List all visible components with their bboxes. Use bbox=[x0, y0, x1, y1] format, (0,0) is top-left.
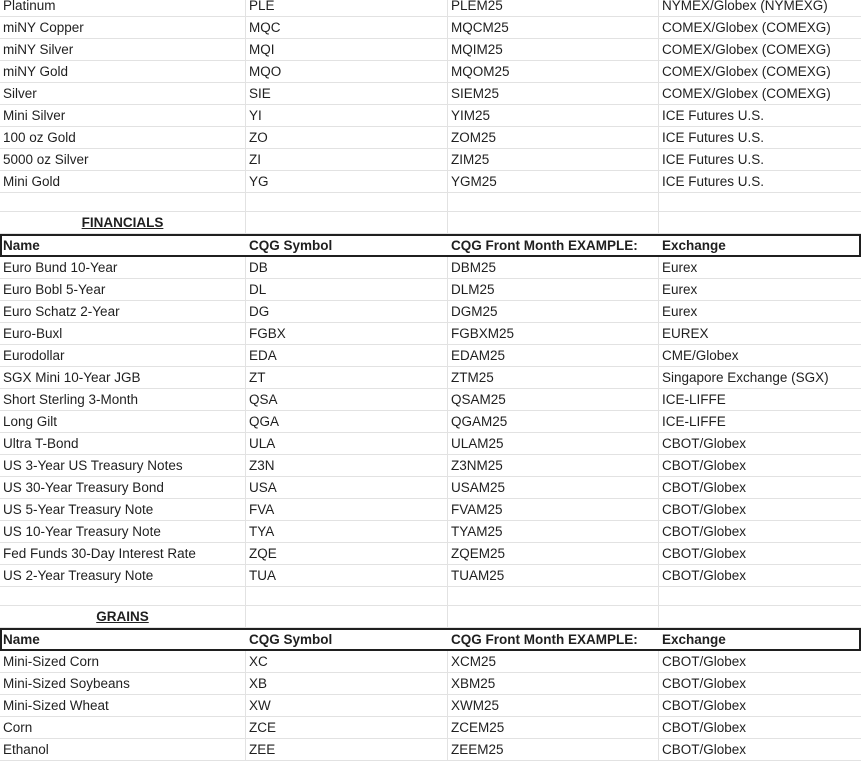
symbol-cell[interactable]: USA bbox=[246, 477, 448, 498]
name-cell[interactable]: Platinum bbox=[0, 0, 246, 16]
table-row[interactable] bbox=[0, 499, 861, 521]
symbol-cell[interactable]: YG bbox=[246, 171, 448, 192]
symbol-cell[interactable]: ZI bbox=[246, 149, 448, 170]
exchange-cell[interactable]: EUREX bbox=[662, 326, 709, 341]
name-cell[interactable]: US 30-Year Treasury Bond bbox=[0, 477, 246, 498]
name-cell[interactable]: Mini-Sized Soybeans bbox=[0, 673, 246, 694]
exchange-cell[interactable]: CBOT/Globex bbox=[662, 480, 747, 495]
header-symbol[interactable]: CQG Symbol bbox=[249, 238, 333, 253]
name-cell[interactable]: Mini-Sized Wheat bbox=[0, 695, 246, 716]
example-cell[interactable]: YIM25 bbox=[448, 105, 659, 126]
symbol-cell[interactable]: EDA bbox=[246, 345, 448, 366]
symbol-cell[interactable]: DG bbox=[246, 301, 448, 322]
table-row[interactable] bbox=[0, 0, 861, 17]
financials-section-row[interactable] bbox=[0, 212, 861, 234]
table-row[interactable] bbox=[0, 433, 861, 455]
table-row[interactable] bbox=[0, 323, 861, 345]
name-cell[interactable]: Euro Bobl 5-Year bbox=[0, 279, 246, 300]
financials-rows bbox=[0, 257, 861, 587]
exchange-cell[interactable]: COMEX/Globex (COMEXG) bbox=[662, 20, 831, 35]
symbol-cell[interactable]: ZO bbox=[246, 127, 448, 148]
grains-section-row[interactable] bbox=[0, 606, 861, 628]
example-cell[interactable]: TYAM25 bbox=[448, 521, 659, 542]
table-row[interactable] bbox=[0, 455, 861, 477]
symbol-cell[interactable]: SIE bbox=[246, 83, 448, 104]
name-cell[interactable]: Ultra T-Bond bbox=[0, 433, 246, 454]
grid-cell[interactable] bbox=[659, 193, 861, 211]
symbol-cell[interactable]: ZEE bbox=[246, 739, 448, 760]
symbol-cell[interactable]: MQO bbox=[246, 61, 448, 82]
header-exchange[interactable]: Exchange bbox=[662, 632, 726, 647]
grains-title-cell[interactable] bbox=[0, 606, 246, 627]
table-row[interactable] bbox=[0, 673, 861, 695]
table-row[interactable] bbox=[0, 17, 861, 39]
exchange-cell[interactable]: COMEX/Globex (COMEXG) bbox=[662, 86, 831, 101]
example-cell[interactable]: Z3NM25 bbox=[448, 455, 659, 476]
exchange-cell[interactable]: CBOT/Globex bbox=[662, 502, 747, 517]
symbol-cell[interactable]: PLE bbox=[246, 0, 448, 16]
name-cell[interactable]: 5000 oz Silver bbox=[0, 149, 246, 170]
name-cell[interactable]: US 3-Year US Treasury Notes bbox=[0, 455, 246, 476]
name-cell[interactable]: Euro Schatz 2-Year bbox=[0, 301, 246, 322]
symbol-cell[interactable]: Z3N bbox=[246, 455, 448, 476]
header-example[interactable]: CQG Front Month EXAMPLE: bbox=[451, 238, 638, 253]
example-cell[interactable]: MQCM25 bbox=[448, 17, 659, 38]
exchange-cell[interactable]: Eurex bbox=[662, 304, 698, 319]
exchange-cell[interactable]: CBOT/Globex bbox=[662, 436, 747, 451]
symbol-cell[interactable]: QSA bbox=[246, 389, 448, 410]
example-cell[interactable]: PLEM25 bbox=[448, 0, 659, 16]
exchange-cell[interactable]: CBOT/Globex bbox=[662, 676, 747, 691]
table-row[interactable] bbox=[0, 301, 861, 323]
name-cell[interactable]: 100 oz Gold bbox=[0, 127, 246, 148]
exchange-cell[interactable]: NYMEX/Globex (NYMEXG) bbox=[662, 0, 828, 13]
grid-cell[interactable] bbox=[448, 193, 659, 211]
exchange-cell[interactable]: ICE-LIFFE bbox=[662, 392, 726, 407]
example-cell[interactable]: SIEM25 bbox=[448, 83, 659, 104]
symbol-cell[interactable]: XC bbox=[246, 651, 448, 672]
example-cell[interactable]: ZOM25 bbox=[448, 127, 659, 148]
symbol-cell[interactable]: QGA bbox=[246, 411, 448, 432]
grid-cell[interactable] bbox=[659, 212, 861, 233]
table-row[interactable] bbox=[0, 171, 861, 193]
example-cell[interactable]: ZCEM25 bbox=[448, 717, 659, 738]
grains-header-row[interactable] bbox=[0, 628, 861, 651]
exchange-cell[interactable]: CBOT/Globex bbox=[662, 568, 747, 583]
financials-title-cell[interactable] bbox=[0, 212, 246, 233]
header-name[interactable]: Name bbox=[3, 238, 40, 253]
grid-cell[interactable] bbox=[659, 587, 861, 605]
header-example[interactable]: CQG Front Month EXAMPLE: bbox=[451, 632, 638, 647]
grid-cell[interactable] bbox=[0, 193, 246, 211]
name-cell[interactable]: Mini Silver bbox=[0, 105, 246, 126]
name-cell[interactable]: Euro Bund 10-Year bbox=[0, 257, 246, 278]
metals-rows bbox=[0, 0, 861, 193]
name-cell[interactable]: US 5-Year Treasury Note bbox=[0, 499, 246, 520]
exchange-cell[interactable]: ICE-LIFFE bbox=[662, 414, 726, 429]
exchange-cell[interactable]: ICE Futures U.S. bbox=[662, 108, 765, 123]
exchange-cell[interactable]: CBOT/Globex bbox=[662, 654, 747, 669]
symbol-cell[interactable]: ZCE bbox=[246, 717, 448, 738]
exchange-cell[interactable]: CBOT/Globex bbox=[662, 546, 747, 561]
example-cell[interactable]: USAM25 bbox=[448, 477, 659, 498]
table-row[interactable] bbox=[0, 477, 861, 499]
grid-cell[interactable] bbox=[448, 212, 659, 233]
example-cell[interactable]: QSAM25 bbox=[448, 389, 659, 410]
exchange-cell[interactable]: CME/Globex bbox=[662, 348, 739, 363]
symbol-cell[interactable]: FGBX bbox=[246, 323, 448, 344]
financials-section-title: FINANCIALS bbox=[81, 215, 164, 230]
exchange-cell[interactable]: COMEX/Globex (COMEXG) bbox=[662, 42, 831, 57]
table-row[interactable] bbox=[0, 367, 861, 389]
table-row[interactable] bbox=[0, 61, 861, 83]
grid-cell[interactable] bbox=[448, 606, 659, 627]
example-cell[interactable]: ZEEM25 bbox=[448, 739, 659, 760]
table-row[interactable] bbox=[0, 345, 861, 367]
table-row[interactable] bbox=[0, 83, 861, 105]
spacer-row[interactable] bbox=[0, 193, 861, 212]
example-cell[interactable]: DGM25 bbox=[448, 301, 659, 322]
symbol-cell[interactable]: TYA bbox=[246, 521, 448, 542]
name-cell[interactable]: Ethanol bbox=[0, 739, 246, 760]
name-cell[interactable]: Euro-Buxl bbox=[0, 323, 246, 344]
exchange-cell[interactable]: CBOT/Globex bbox=[662, 524, 747, 539]
symbol-cell[interactable]: YI bbox=[246, 105, 448, 126]
example-cell[interactable]: MQIM25 bbox=[448, 39, 659, 60]
symbol-cell[interactable]: XB bbox=[246, 673, 448, 694]
example-cell[interactable]: ZIM25 bbox=[448, 149, 659, 170]
exchange-cell[interactable]: COMEX/Globex (COMEXG) bbox=[662, 64, 831, 79]
grid-cell[interactable] bbox=[246, 212, 448, 233]
example-cell[interactable]: XCM25 bbox=[448, 651, 659, 672]
table-row[interactable] bbox=[0, 695, 861, 717]
table-row[interactable] bbox=[0, 389, 861, 411]
table-row[interactable] bbox=[0, 543, 861, 565]
table-row[interactable] bbox=[0, 279, 861, 301]
grid-cell[interactable] bbox=[246, 606, 448, 627]
symbol-cell[interactable]: XW bbox=[246, 695, 448, 716]
symbol-cell[interactable]: FVA bbox=[246, 499, 448, 520]
symbol-cell[interactable]: DL bbox=[246, 279, 448, 300]
symbol-cell[interactable]: ZT bbox=[246, 367, 448, 388]
grid-cell[interactable] bbox=[659, 606, 861, 627]
example-cell[interactable]: EDAM25 bbox=[448, 345, 659, 366]
table-row[interactable] bbox=[0, 127, 861, 149]
table-row[interactable] bbox=[0, 411, 861, 433]
symbol-cell[interactable]: ZQE bbox=[246, 543, 448, 564]
header-name[interactable]: Name bbox=[3, 632, 40, 647]
spacer-row[interactable] bbox=[0, 587, 861, 606]
table-row[interactable] bbox=[0, 651, 861, 673]
name-cell[interactable]: Silver bbox=[0, 83, 246, 104]
example-cell[interactable]: TUAM25 bbox=[448, 565, 659, 586]
example-cell[interactable]: DLM25 bbox=[448, 279, 659, 300]
grid-cell[interactable] bbox=[0, 587, 246, 605]
name-cell[interactable]: miNY Gold bbox=[0, 61, 246, 82]
exchange-cell[interactable]: ICE Futures U.S. bbox=[662, 130, 765, 145]
table-row[interactable] bbox=[0, 257, 861, 279]
name-cell[interactable]: US 10-Year Treasury Note bbox=[0, 521, 246, 542]
name-cell[interactable]: SGX Mini 10-Year JGB bbox=[0, 367, 246, 388]
table-row[interactable] bbox=[0, 105, 861, 127]
grains-section-title: GRAINS bbox=[96, 609, 149, 624]
name-cell[interactable]: Short Sterling 3-Month bbox=[0, 389, 246, 410]
symbol-cell[interactable]: ULA bbox=[246, 433, 448, 454]
example-cell[interactable]: ULAM25 bbox=[448, 433, 659, 454]
exchange-cell[interactable]: Eurex bbox=[662, 260, 698, 275]
example-cell[interactable]: XBM25 bbox=[448, 673, 659, 694]
name-cell[interactable]: Eurodollar bbox=[0, 345, 246, 366]
symbol-cell[interactable]: MQC bbox=[246, 17, 448, 38]
grains-rows bbox=[0, 651, 861, 761]
example-cell[interactable]: FVAM25 bbox=[448, 499, 659, 520]
table-row[interactable] bbox=[0, 149, 861, 171]
grid-cell[interactable] bbox=[448, 587, 659, 605]
example-cell[interactable]: ZTM25 bbox=[448, 367, 659, 388]
example-cell[interactable]: DBM25 bbox=[448, 257, 659, 278]
name-cell[interactable]: Mini-Sized Corn bbox=[0, 651, 246, 672]
name-cell[interactable]: Corn bbox=[0, 717, 246, 738]
example-cell[interactable]: FGBXM25 bbox=[448, 323, 659, 344]
name-cell[interactable]: US 2-Year Treasury Note bbox=[0, 565, 246, 586]
exchange-cell[interactable]: CBOT/Globex bbox=[662, 458, 747, 473]
grid-cell[interactable] bbox=[246, 587, 448, 605]
name-cell[interactable]: Fed Funds 30-Day Interest Rate bbox=[0, 543, 246, 564]
symbol-cell[interactable]: TUA bbox=[246, 565, 448, 586]
symbol-cell[interactable]: DB bbox=[246, 257, 448, 278]
exchange-cell[interactable]: Singapore Exchange (SGX) bbox=[662, 370, 829, 385]
table-row[interactable] bbox=[0, 739, 861, 761]
header-symbol[interactable]: CQG Symbol bbox=[249, 632, 333, 647]
exchange-cell[interactable]: Eurex bbox=[662, 282, 698, 297]
example-cell[interactable]: QGAM25 bbox=[448, 411, 659, 432]
name-cell[interactable]: Long Gilt bbox=[0, 411, 246, 432]
exchange-cell[interactable]: CBOT/Globex bbox=[662, 698, 747, 713]
grid-cell[interactable] bbox=[246, 193, 448, 211]
exchange-cell[interactable]: CBOT/Globex bbox=[662, 720, 747, 735]
example-cell[interactable]: ZQEM25 bbox=[448, 543, 659, 564]
name-cell[interactable]: miNY Copper bbox=[0, 17, 246, 38]
exchange-cell[interactable]: CBOT/Globex bbox=[662, 742, 747, 757]
exchange-cell[interactable]: ICE Futures U.S. bbox=[662, 152, 765, 167]
example-cell[interactable]: XWM25 bbox=[448, 695, 659, 716]
name-cell[interactable]: miNY Silver bbox=[0, 39, 246, 60]
header-exchange[interactable]: Exchange bbox=[662, 238, 726, 253]
symbol-cell[interactable]: MQI bbox=[246, 39, 448, 60]
table-row[interactable] bbox=[0, 565, 861, 587]
example-cell[interactable]: MQOM25 bbox=[448, 61, 659, 82]
example-cell[interactable]: YGM25 bbox=[448, 171, 659, 192]
table-row[interactable] bbox=[0, 521, 861, 543]
exchange-cell[interactable]: ICE Futures U.S. bbox=[662, 174, 765, 189]
table-row[interactable] bbox=[0, 39, 861, 61]
financials-header-row[interactable] bbox=[0, 234, 861, 257]
name-cell[interactable]: Mini Gold bbox=[0, 171, 246, 192]
table-row[interactable] bbox=[0, 717, 861, 739]
